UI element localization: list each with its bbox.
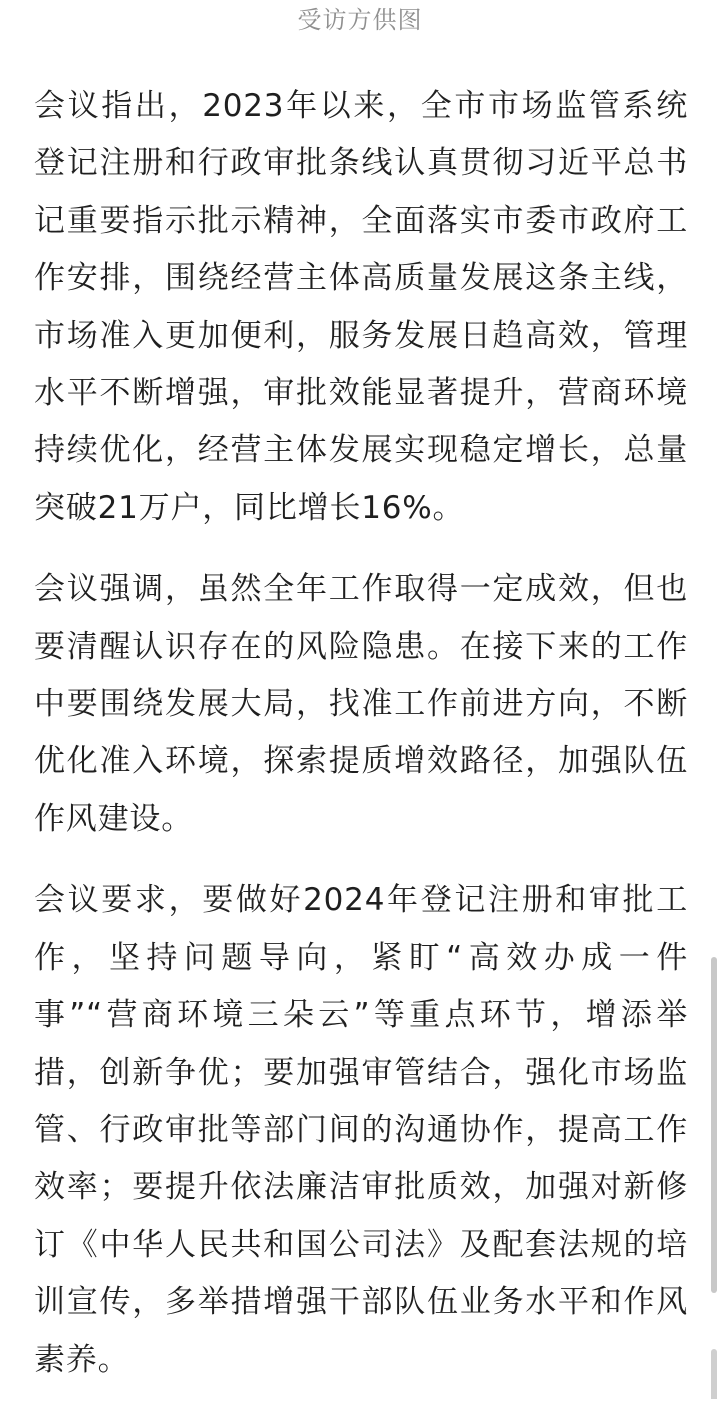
- article-paragraph: 会议强调，虽然全年工作取得一定成效，但也要清醒认识存在的风险隐患。在接下来的工作中要围绕发展大局，找准工作前进方向，不断优化准入环境，探索提质增效路径，加强队伍作风建设。: [34, 571, 688, 837]
- image-caption: 受访方供图: [297, 6, 423, 34]
- article-paragraph: 会议要求，要做好2024年登记注册和审批工作，坚持问题导向，紧盯“高效办成一件事”“营商环境三朵云”等重点环节，增添举措，创新争优；要加强审管结合，强化市场监管、行政审批等部门间的沟通协作，提高工作效率；要提升依法廉洁审批质效，加强对新修订《中华人民共和国公司法》及配套法规的培训宣传，多举措增强干部队伍业务水平和作风素养。: [34, 882, 688, 1378]
- article-body: [34, 78, 688, 1413]
- article-paragraph: 会议指出，2023年以来，全市市场监管系统登记注册和行政审批条线认真贯彻习近平总书记重要指示批示精神，全面落实市委市政府工作安排，围绕经营主体高质量发展这条主线，市场准入更加便利，服务发展日趋高效，管理水平不断增强，审批效能显著提升，营商环境持续优化，经营主体发展实现稳定增长，总量突破21万户，同比增长16%。: [34, 88, 688, 526]
- scrollbar-thumb[interactable]: [711, 957, 717, 1293]
- scrollbar-thumb-secondary[interactable]: [711, 1349, 717, 1399]
